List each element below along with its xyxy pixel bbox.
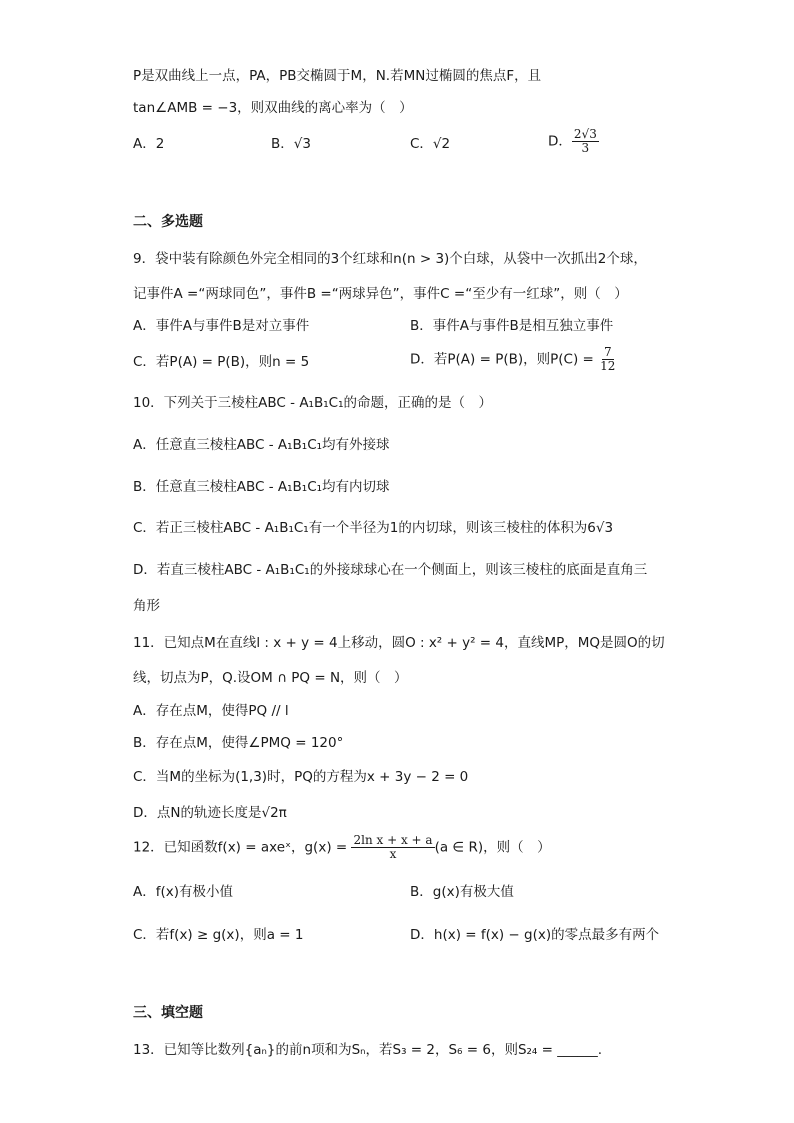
q9-stem-line2: 记事件A =“两球同色”，事件B =“两球异色”，事件C =“至少有一红球”，则（ ） (133, 286, 628, 302)
q13-stem: 13．已知等比数列{aₙ}的前n项和为Sₙ，若S₃ = 2，S₆ = 6，则S₂₄ = ______. (133, 1042, 603, 1058)
q9-option-c: C．若P(A) = P(B)，则n = 5 (133, 354, 310, 370)
q8-stem-line1: P是双曲线上一点，PA，PB交椭圆于M，N.若MN过椭圆的焦点F，且 (133, 68, 542, 84)
q8-stem-line2: tan∠AMB = −3，则双曲线的离心率为（ ） (133, 100, 413, 116)
q9-stem-line1: 9．袋中装有除颜色外完全相同的3个红球和n(n > 3)个白球，从袋中一次抓出2个球， (133, 251, 647, 267)
q9-option-d (410, 346, 617, 373)
q8-option-d (548, 128, 599, 155)
q10-stem: 10．下列关于三棱柱ABC - A₁B₁C₁的命题，正确的是（ ） (133, 395, 492, 411)
q12-stem (133, 834, 551, 861)
q8-option-b: B．√3 (271, 136, 311, 152)
q11-stem-line2: 线，切点为P，Q.设OM ∩ PQ = N，则（ ） (133, 670, 408, 686)
q8-option-d-denominator: 3 (581, 141, 590, 155)
q12-option-c: C．若f(x) ≥ g(x)，则a = 1 (133, 927, 304, 943)
q12-option-b: B．g(x)有极大值 (410, 884, 514, 900)
q12-g-fraction (351, 834, 434, 861)
q11-option-c: C．当M的坐标为(1,3)时，PQ的方程为x + 3y − 2 = 0 (133, 769, 469, 785)
section-multiple-choice-title: 二、多选题 (133, 214, 203, 230)
q12-g-denominator: x (389, 847, 397, 861)
q10-option-a: A．任意直三棱柱ABC - A₁B₁C₁均有外接球 (133, 437, 390, 453)
q8-option-d-numerator: 2√3 (573, 127, 597, 141)
q8-option-d-label: D． (548, 133, 572, 150)
q9-option-a: A．事件A与事件B是对立事件 (133, 318, 310, 334)
q11-option-a: A．存在点M，使得PQ // l (133, 703, 289, 719)
q11-option-d: D．点N的轨迹长度是√2π (133, 805, 287, 821)
q12-option-a: A．f(x)有极小值 (133, 884, 234, 900)
q11-option-b: B．存在点M，使得∠PMQ = 120° (133, 735, 344, 751)
q8-option-d-fraction (572, 128, 599, 155)
q9-option-d-fraction (598, 346, 617, 373)
q12-g-numerator: 2ln x + x + a (353, 833, 433, 847)
q10-option-d-line2: 角形 (133, 598, 160, 614)
q10-option-c: C．若正三棱柱ABC - A₁B₁C₁有一个半径为1的内切球，则该三棱柱的体积为6√3 (133, 520, 614, 536)
q10-option-d-line1: D．若直三棱柱ABC - A₁B₁C₁的外接球球心在一个侧面上，则该三棱柱的底面是直角三 (133, 562, 648, 578)
q12-option-d: D．h(x) = f(x) − g(x)的零点最多有两个 (410, 927, 660, 943)
q12-stem-prefix: 12．已知函数f(x) = axeˣ，g(x) = (133, 839, 352, 856)
q8-option-c: C．√2 (410, 136, 451, 152)
section-fill-blank-title: 三、填空题 (133, 1005, 203, 1021)
q8-option-a: A．2 (133, 136, 165, 152)
q9-option-b: B．事件A与事件B是相互独立事件 (410, 318, 614, 334)
q12-stem-suffix: (a ∈ R)，则（ ） (434, 839, 551, 856)
q9-option-d-text: D．若P(A) = P(B)，则P(C) = (410, 351, 599, 368)
q10-option-b: B．任意直三棱柱ABC - A₁B₁C₁均有内切球 (133, 479, 390, 495)
q9-option-d-numerator: 7 (603, 345, 612, 359)
q11-stem-line1: 11．已知点M在直线l : x + y = 4上移动，圆O : x² + y² = 4，直线MP，MQ是圆O的切 (133, 635, 665, 651)
q9-option-d-denominator: 12 (600, 359, 616, 373)
